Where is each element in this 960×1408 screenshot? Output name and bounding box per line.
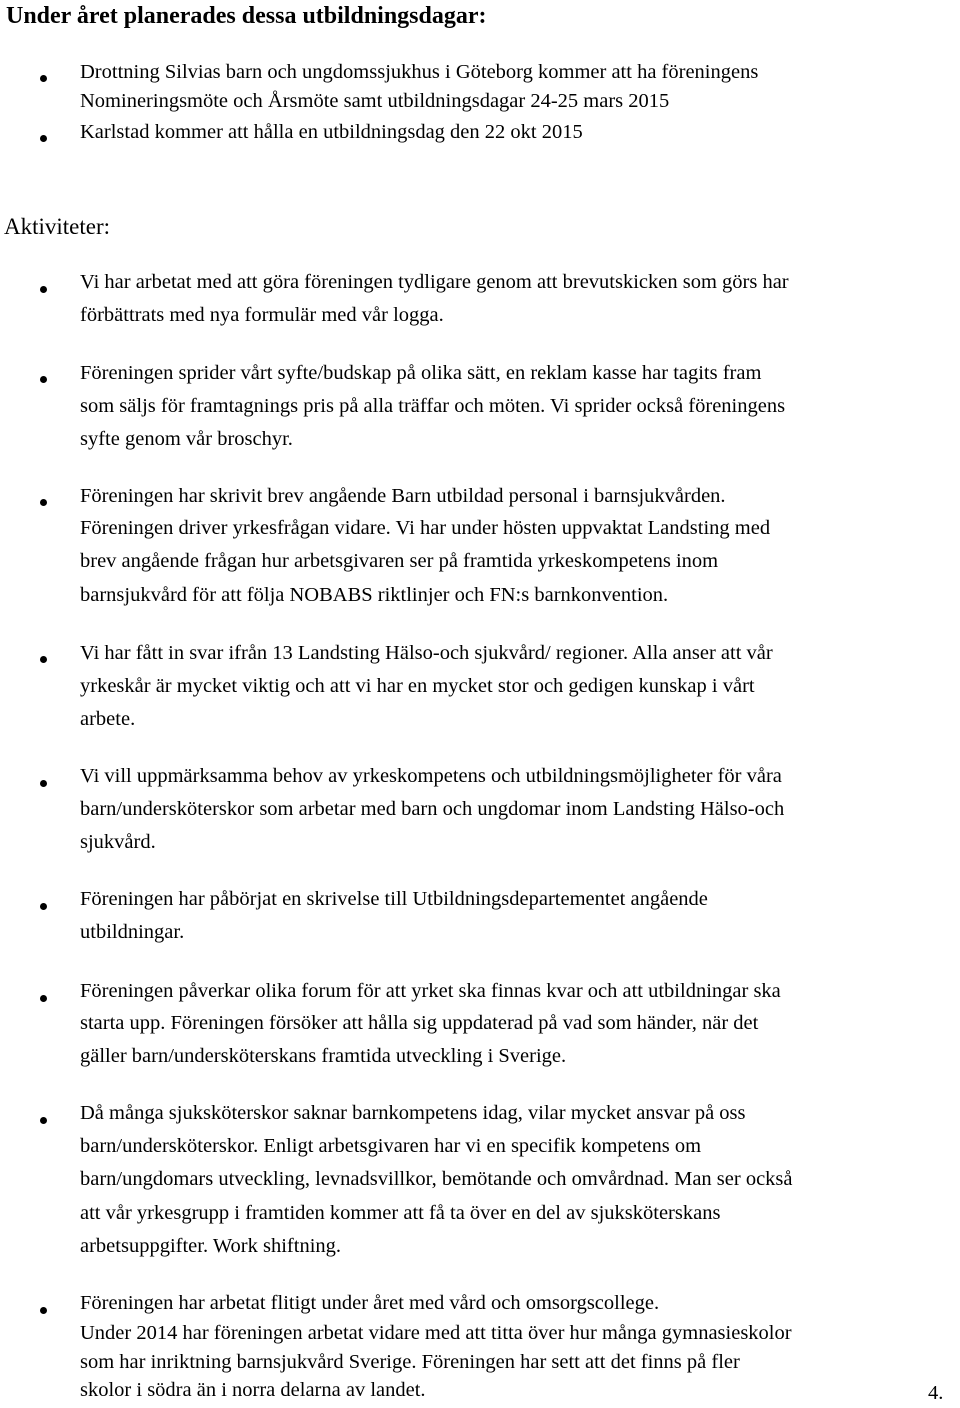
list-item-line: gäller barn/undersköterskans framtida utveckling i Sverige.	[80, 1045, 567, 1067]
page-number: 4.	[928, 1382, 944, 1404]
list-item-line: Föreningen har arbetat flitigt under året med vård och omsorgscollege.	[80, 1292, 660, 1314]
list-item-line: Föreningen påverkar olika forum för att yrket ska finnas kvar och att utbildningar ska	[80, 980, 781, 1002]
list-item-line: Nomineringsmöte och Årsmöte samt utbildningsdagar 24-25 mars 2015	[80, 90, 670, 112]
list-item-line: Under 2014 har föreningen arbetat vidare med att titta över hur många gymnasieskolor	[80, 1322, 792, 1344]
list-item-line: arbete.	[80, 708, 136, 730]
list-item-line: skolor i södra än i norra delarna av landet.	[80, 1379, 426, 1401]
bullet-icon	[40, 1117, 47, 1124]
list-item-line: Föreningen sprider vårt syfte/budskap på olika sätt, en reklam kasse har tagits fram	[80, 362, 762, 384]
bullet-icon	[40, 995, 47, 1002]
list-item-line: sjukvård.	[80, 831, 156, 853]
list-item-line: brev angående frågan hur arbetsgivaren ser på framtida yrkeskompetens inom	[80, 550, 719, 572]
list-item-line: utbildningar.	[80, 921, 185, 943]
list-item-line: som säljs för framtagnings pris på alla träffar och möten. Vi sprider också föreningens	[80, 395, 786, 417]
list-item-line: Karlstad kommer att hålla en utbildningsdag den 22 okt 2015	[80, 121, 583, 143]
list-item-line: barnsjukvård för att följa NOBABS riktlinjer och FN:s barnkonvention.	[80, 584, 669, 606]
list-item-line: förbättrats med nya formulär med vår logga.	[80, 304, 444, 326]
list-item-line: Vi har arbetat med att göra föreningen tydligare genom att brevutskicken som görs har	[80, 271, 789, 293]
list-item-line: syfte genom vår broschyr.	[80, 428, 293, 450]
list-item-line: barn/undersköterskor. Enligt arbetsgivaren har vi en specifik kompetens om	[80, 1135, 702, 1157]
bullet-icon	[40, 780, 47, 787]
bullet-icon	[40, 376, 47, 383]
list-item-line: att vår yrkesgrupp i framtiden kommer att få ta över en del av sjuksköterskans	[80, 1202, 721, 1224]
list-item-line: Föreningen har skrivit brev angående Barn utbildad personal i barnsjukvården.	[80, 485, 726, 507]
bullet-icon	[40, 903, 47, 910]
list-item-line: som har inriktning barnsjukvård Sverige. Föreningen har sett att det finns på fler	[80, 1351, 740, 1373]
list-item-line: barn/ungdomars utveckling, levnadsvillkor, bemötande och omvårdnad. Man ser också	[80, 1168, 793, 1190]
list-item-line: Då många sjuksköterskor saknar barnkompetens idag, vilar mycket ansvar på oss	[80, 1102, 746, 1124]
list-item-line: Föreningen har påbörjat en skrivelse till Utbildningsdepartementet angående	[80, 888, 708, 910]
list-item-line: Vi vill uppmärksamma behov av yrkeskompetens och utbildningsmöjligheter för våra	[80, 765, 782, 787]
list-item-line: barn/undersköterskor som arbetar med barn och ungdomar inom Landsting Hälso-och	[80, 798, 785, 820]
list-item-line: Drottning Silvias barn och ungdomssjukhus i Göteborg kommer att ha föreningens	[80, 61, 759, 83]
bullet-icon	[40, 75, 47, 82]
bullet-icon	[40, 1307, 47, 1314]
bullet-icon	[40, 286, 47, 293]
bullet-icon	[40, 135, 47, 142]
bullet-icon	[40, 656, 47, 663]
section-heading-aktiviteter: Aktiviteter:	[4, 214, 111, 239]
list-item-line: Vi har fått in svar ifrån 13 Landsting Hälso-och sjukvård/ regioner. Alla anser att vår	[80, 642, 773, 664]
list-item-line: Föreningen driver yrkesfrågan vidare. Vi har under hösten uppvaktat Landsting med	[80, 517, 771, 539]
section-heading-utbildningsdagar: Under året planerades dessa utbildningsdagar:	[6, 3, 487, 29]
list-item-line: arbetsuppgifter. Work shiftning.	[80, 1235, 342, 1257]
list-item-line: yrkeskår är mycket viktig och att vi har en mycket stor och gedigen kunskap i vårt	[80, 675, 755, 697]
list-item-line: starta upp. Föreningen försöker att hålla sig uppdaterad på vad som händer, när det	[80, 1012, 759, 1034]
bullet-icon	[40, 499, 47, 506]
